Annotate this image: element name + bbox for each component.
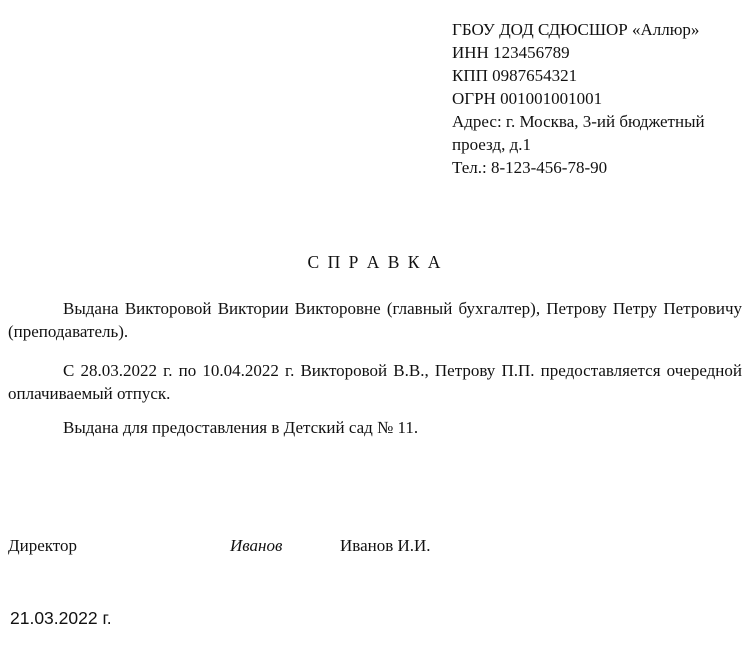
document-title: С П Р А В К А [307, 252, 443, 272]
ogrn-line: ОГРН 001001001001 [452, 89, 603, 108]
signature-row [0, 536, 750, 560]
director-name: Иванов И.И. [340, 536, 431, 555]
organization-header [452, 18, 705, 179]
paragraph-purpose: Выдана для предоставления в Детский сад № 11. [63, 418, 419, 437]
kpp-line: КПП 0987654321 [452, 66, 578, 85]
paragraph-issued-to: Выдана Викторовой Виктории Викторовне (главный бухгалтер), Петрову Петру Петровичу (преподаватель). [8, 299, 742, 341]
inn-line: ИНН 123456789 [452, 43, 570, 62]
organization-name: ГБОУ ДОД СДЮСШОР «Аллюр» [452, 20, 700, 39]
paragraph-vacation-period: С 28.03.2022 г. по 10.04.2022 г. Викторовой В.В., Петрову П.П. предоставляется очередной оплачиваемый отпуск. [8, 361, 742, 403]
address-line-1: Адрес: г. Москва, 3-ий бюджетный [452, 112, 705, 131]
document-date: 21.03.2022 г. [10, 608, 112, 628]
handwritten-signature: Иванов [230, 536, 283, 555]
phone-line: Тел.: 8-123-456-78-90 [452, 158, 608, 177]
address-line-2: проезд, д.1 [452, 135, 532, 154]
director-position-label: Директор [8, 536, 77, 555]
